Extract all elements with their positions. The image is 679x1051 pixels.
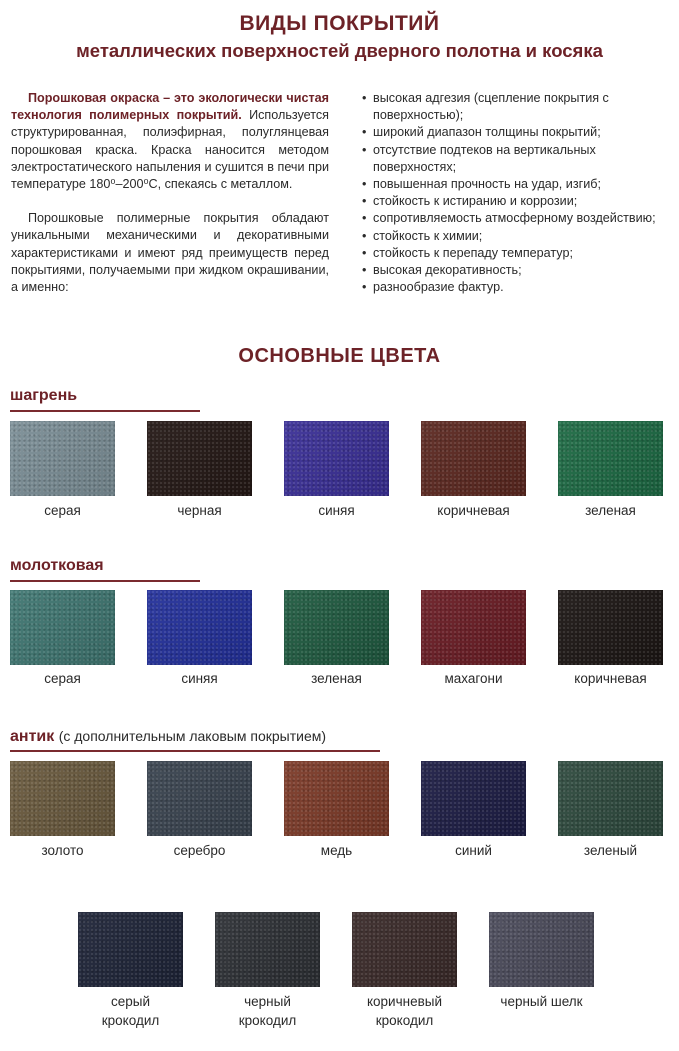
swatch-label: синяя: [181, 671, 218, 686]
swatch-black-silk[interactable]: [489, 912, 594, 987]
advantage-item: • отсутствие подтеков на вертикальных поверхностях;: [362, 142, 662, 176]
section-title-hammer: молотковая: [10, 557, 104, 574]
swatch-label-line2: крокодил: [375, 1013, 434, 1028]
colors-heading: ОСНОВНЫЕ ЦВЕТА: [238, 345, 441, 367]
swatch-label: черная: [177, 503, 222, 518]
swatch-label-line1: черный: [244, 994, 291, 1009]
advantage-item: • высокая адгезия (сцепление покрытия с поверхностью);: [362, 90, 662, 124]
swatch-label: серая: [44, 503, 81, 518]
swatch-label: [342, 992, 467, 1030]
swatch-hammer-blue[interactable]: [147, 590, 252, 665]
section-underline: [10, 750, 380, 752]
swatch-shagreen-brown[interactable]: [421, 421, 526, 496]
swatch-shagreen-blue[interactable]: [284, 421, 389, 496]
swatch-label: коричневая: [437, 503, 510, 518]
swatch-label: зеленая: [311, 671, 362, 686]
advantages-list: [362, 90, 662, 296]
swatch-label: медь: [320, 843, 353, 858]
swatch-croco-grey[interactable]: [78, 912, 183, 987]
intro-paragraph-2: Порошковые полимерные покрытия обладают уникальными механическими и декоративными характеристиками и имеют ряд преимуществ перед покрытиями, получаемыми при жидком окрашивании, а именно:: [11, 211, 329, 295]
section-title-antique-note: (с дополнительным лаковым покрытием): [58, 728, 327, 744]
swatch-label-line1: черный шелк: [500, 994, 583, 1009]
swatch-hammer-mahogany[interactable]: [421, 590, 526, 665]
advantage-item: • сопротивляемость атмосферному воздействию;: [362, 210, 662, 227]
section-title-antique: [10, 728, 326, 746]
swatch-antique-silver[interactable]: [147, 761, 252, 836]
swatch-label: зеленый: [583, 843, 638, 858]
swatch-label: синий: [455, 843, 492, 858]
swatch-shagreen-black[interactable]: [147, 421, 252, 496]
swatch-label: [205, 992, 330, 1030]
advantage-item: • разнообразие фактур.: [362, 279, 662, 296]
swatch-antique-copper[interactable]: [284, 761, 389, 836]
swatch-hammer-green[interactable]: [284, 590, 389, 665]
swatch-label-line1: коричневый: [366, 994, 443, 1009]
swatch-label: [68, 992, 193, 1030]
swatch-shagreen-grey[interactable]: [10, 421, 115, 496]
advantage-item: • стойкость к истиранию и коррозии;: [362, 193, 662, 210]
advantage-item: • широкий диапазон толщины покрытий;: [362, 124, 662, 141]
swatch-label: серебро: [173, 843, 226, 858]
swatch-label-line1: серый: [110, 994, 150, 1009]
swatch-label-line2: крокодил: [101, 1013, 160, 1028]
swatch-label: [479, 992, 604, 1011]
swatch-hammer-brown[interactable]: [558, 590, 663, 665]
swatch-label: золото: [41, 843, 84, 858]
swatch-label: зеленая: [585, 503, 636, 518]
section-underline: [10, 410, 200, 412]
swatch-label: коричневая: [574, 671, 647, 686]
advantage-item: • стойкость к химии;: [362, 228, 662, 245]
intro-paragraph-1-rest: Используется структурированная, полиэфирная, полуглянцевая порошковая краска. Краска наносится методом электростатического напыления и сушится в печи при температуре 180⁰–200⁰С, спекаясь с металлом.: [11, 108, 330, 192]
swatch-croco-brown[interactable]: [352, 912, 457, 987]
swatch-antique-green[interactable]: [558, 761, 663, 836]
advantage-item: • повышенная прочность на удар, изгиб;: [362, 176, 662, 193]
page-title: ВИДЫ ПОКРЫТИЙ: [239, 12, 440, 35]
section-underline: [10, 580, 200, 582]
page-subtitle: металлических поверхностей дверного полотна и косяка: [76, 40, 603, 61]
advantage-item: • высокая декоративность;: [362, 262, 662, 279]
section-title-shagreen: шагрень: [10, 387, 78, 404]
swatch-label: синяя: [318, 503, 355, 518]
swatch-croco-black[interactable]: [215, 912, 320, 987]
swatch-label: махагони: [444, 671, 503, 686]
intro-text: [11, 90, 329, 296]
intro-bold-lead: Порошковая окраска – это экологически чистая технология полимерных покрытий.: [11, 91, 329, 123]
intro-paragraph-1: [11, 90, 329, 193]
swatch-antique-gold[interactable]: [10, 761, 115, 836]
advantage-item: • стойкость к перепаду температур;: [362, 245, 662, 262]
swatch-label: серая: [44, 671, 81, 686]
swatch-antique-blue[interactable]: [421, 761, 526, 836]
section-title-antique-text: антик: [10, 728, 55, 745]
swatch-shagreen-green[interactable]: [558, 421, 663, 496]
swatch-label-line2: крокодил: [238, 1013, 297, 1028]
swatch-hammer-grey[interactable]: [10, 590, 115, 665]
